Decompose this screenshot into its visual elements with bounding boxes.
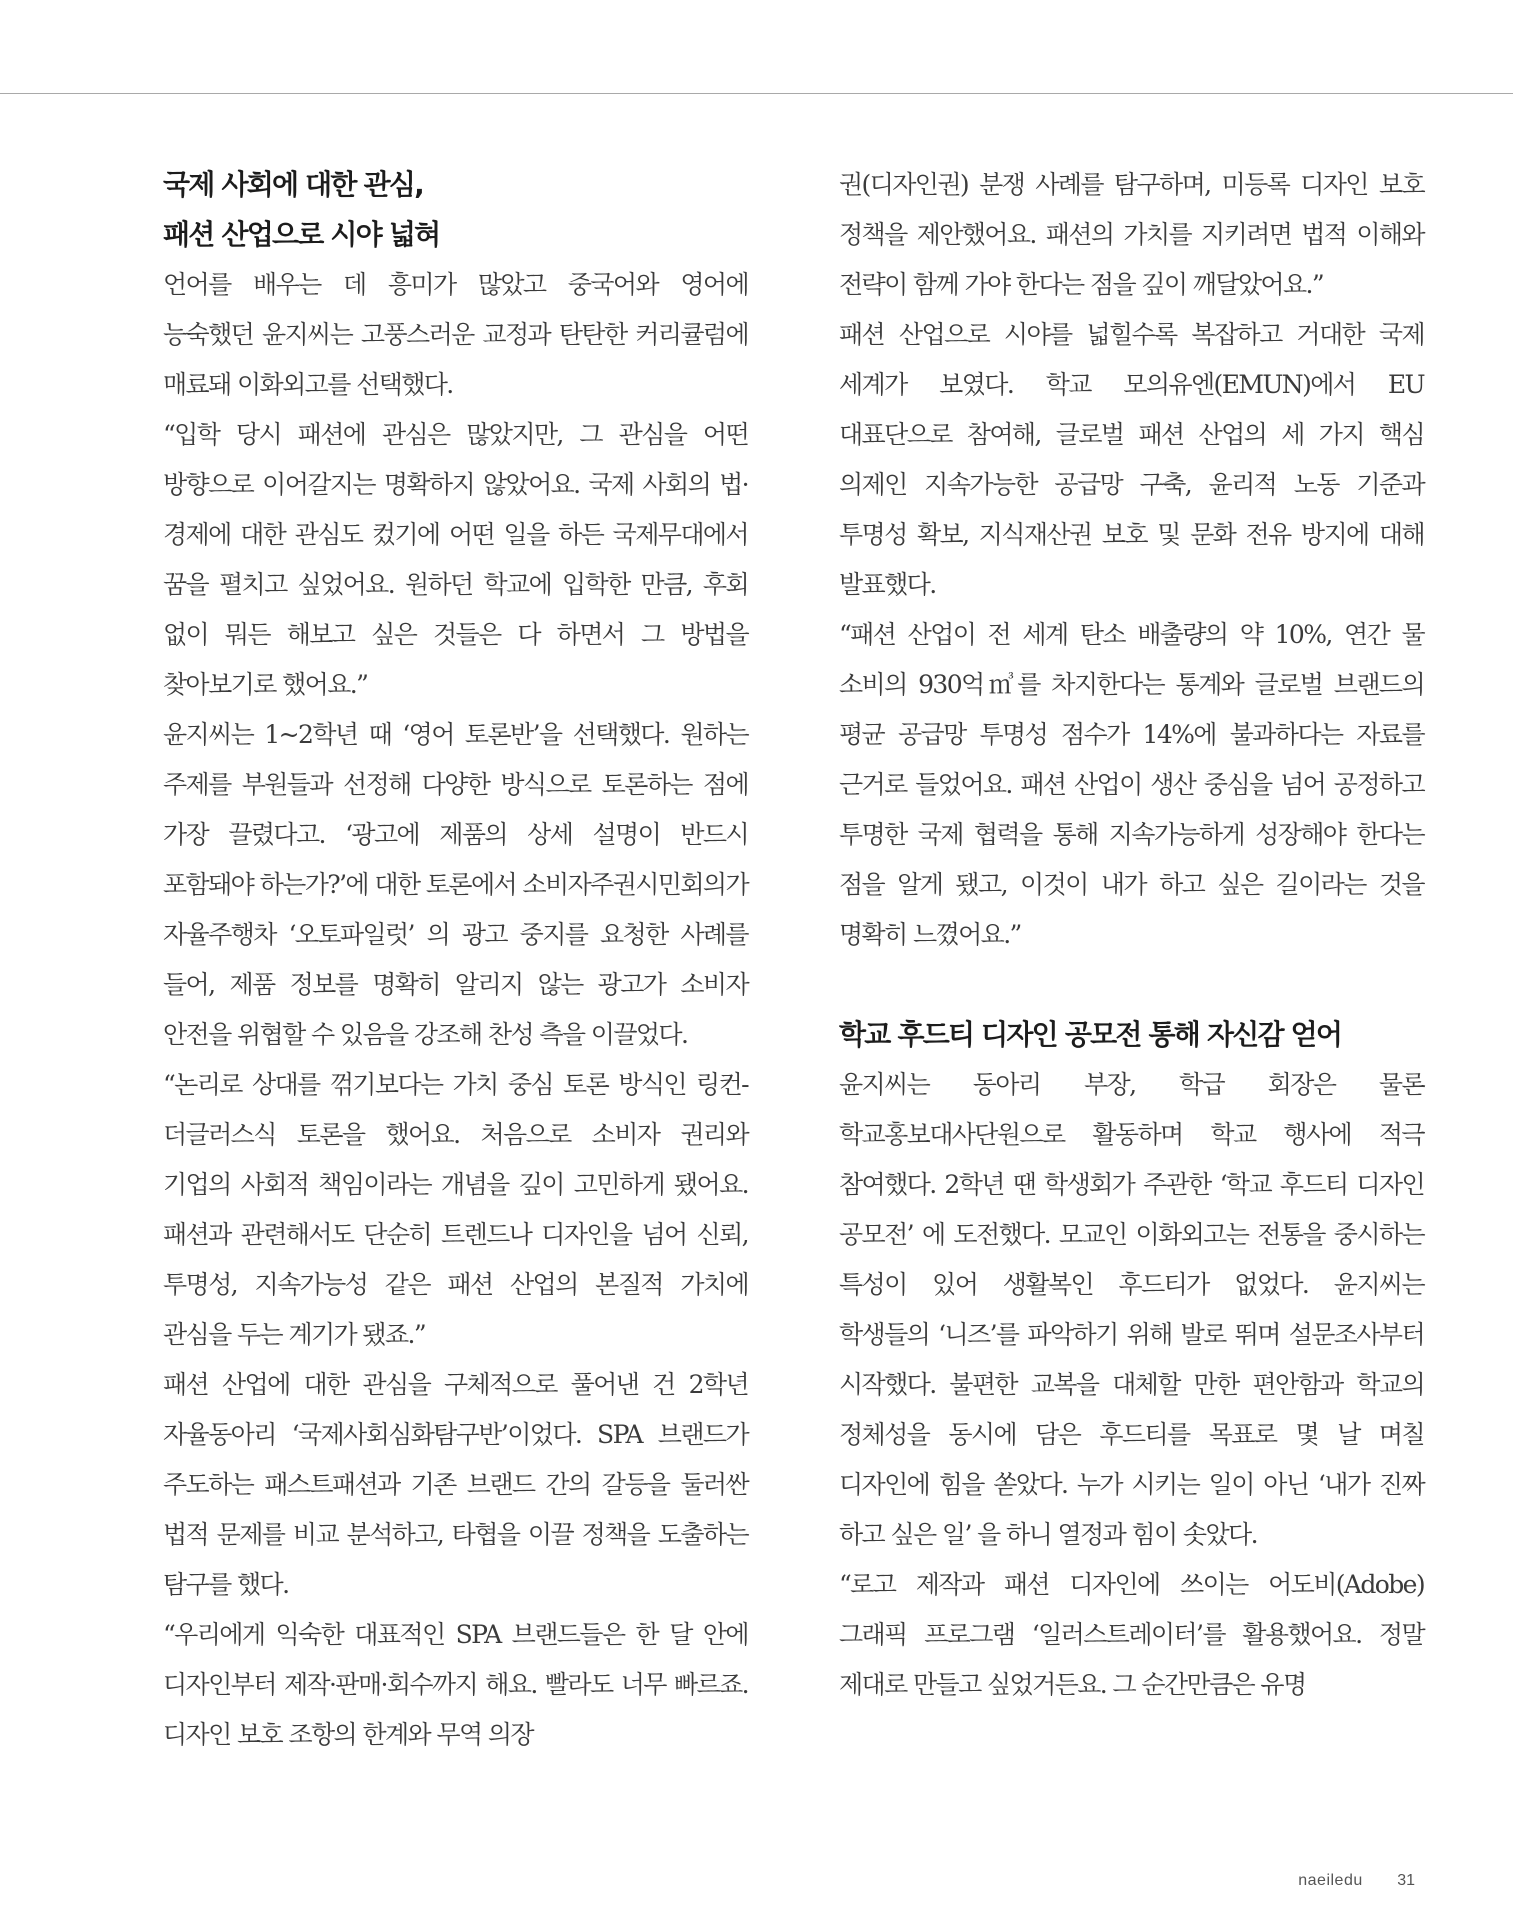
paragraph: “로고 제작과 패션 디자인에 쓰이는 어도비(Adobe) 그래픽 프로그램 ‘일러스트레이터’를 활용했어요. 정말 제대로 만들고 싶었거든요. 그 순간만큼은 유명 xyxy=(839,1570,1424,1699)
paragraph: “우리에게 익숙한 대표적인 SPA 브랜드들은 한 달 안에 디자인부터 제작·판매·회수까지 해요. 빨라도 너무 빠르죠. 디자인 보호 조항의 한계와 무역 의장 xyxy=(163,1620,748,1749)
publication-name: naeiledu xyxy=(1298,1872,1363,1889)
section-spacer xyxy=(839,960,1424,1010)
left-column xyxy=(163,160,748,1760)
paragraph: “패션 산업이 전 세계 탄소 배출량의 약 10%, 연간 물 소비의 930억㎥를 차지한다는 통계와 글로벌 브랜드의 평균 공급망 투명성 점수가 14%에 불과하다는 자료를 근거로 들었어요. 패션 산업이 생산 중심을 넘어 공정하고 투명한 국제 협력을 통해 지속가능하게 성장해야 한다는 점을 알게 됐고, 이것이 내가 하고 싶은 길이라는 것을 명확히 느꼈어요.” xyxy=(839,620,1424,949)
section-heading-2: 학교 후드티 디자인 공모전 통해 자신감 얻어 xyxy=(839,1018,1342,1051)
paragraph: 패션 산업으로 시야를 넓힐수록 복잡하고 거대한 국제 세계가 보였다. 학교 모의유엔(EMUN)에서 EU 대표단으로 참여해, 글로벌 패션 산업의 세 가지 핵심 의제인 지속가능한 공급망 구축, 윤리적 노동 기준과 투명성 확보, 지식재산권 보호 및 문화 전유 방지에 대해 발표했다. xyxy=(839,320,1424,599)
paragraph: “입학 당시 패션에 관심은 많았지만, 그 관심을 어떤 방향으로 이어갈지는 명확하지 않았어요. 국제 사회의 법·경제에 대한 관심도 컸기에 어떤 일을 하든 국제무대에서 꿈을 펼치고 싶었어요. 원하던 학교에 입학한 만큼, 후회 없이 뭐든 해보고 싶은 것들은 다 하면서 그 방법을 찾아보기로 했어요.” xyxy=(163,420,748,699)
top-divider xyxy=(0,93,1513,94)
right-column xyxy=(839,160,1424,1710)
paragraph: 윤지씨는 동아리 부장, 학급 회장은 물론 학교홍보대사단원으로 활동하며 학교 행사에 적극 참여했다. 2학년 땐 학생회가 주관한 ‘학교 후드티 디자인 공모전’ 에 도전했다. 모교인 이화외고는 전통을 중시하는 특성이 있어 생활복인 후드티가 없었다. 윤지씨는 학생들의 ‘니즈’를 파악하기 위해 발로 뛰며 설문조사부터 시작했다. 불편한 교복을 대체할 만한 편안함과 학교의 정체성을 동시에 담은 후드티를 목표로 몇 날 며칠 디자인에 힘을 쏟았다. 누가 시키는 일이 아닌 ‘내가 진짜 하고 싶은 일’ 을 하니 열정과 힘이 솟았다. xyxy=(839,1070,1424,1549)
page-number: 31 xyxy=(1397,1872,1415,1889)
section-heading-1-line2: 패션 산업으로 시야 넓혀 xyxy=(163,218,440,251)
page-footer xyxy=(1298,1872,1415,1890)
paragraph: 패션 산업에 대한 관심을 구체적으로 풀어낸 건 2학년 자율동아리 ‘국제사회심화탐구반’이었다. SPA 브랜드가 주도하는 패스트패션과 기존 브랜드 간의 갈등을 둘러싼 법적 문제를 비교 분석하고, 타협을 이끌 정책을 도출하는 탐구를 했다. xyxy=(163,1370,748,1599)
paragraph: “논리로 상대를 꺾기보다는 가치 중심 토론 방식인 링컨-더글러스식 토론을 했어요. 처음으로 소비자 권리와 기업의 사회적 책임이라는 개념을 깊이 고민하게 됐어요. 패션과 관련해서도 단순히 트렌드나 디자인을 넘어 신뢰, 투명성, 지속가능성 같은 패션 산업의 본질적 가치에 관심을 두는 계기가 됐죠.” xyxy=(163,1070,748,1349)
paragraph: 윤지씨는 1~2학년 때 ‘영어 토론반’을 선택했다. 원하는 주제를 부원들과 선정해 다양한 방식으로 토론하는 점에 가장 끌렸다고. ‘광고에 제품의 상세 설명이 반드시 포함돼야 하는가?’에 대한 토론에서 소비자주권시민회의가 자율주행차 ‘오토파일럿’ 의 광고 중지를 요청한 사례를 들어, 제품 정보를 명확히 알리지 않는 광고가 소비자 안전을 위협할 수 있음을 강조해 찬성 측을 이끌었다. xyxy=(163,720,748,1049)
section-heading-1: 국제 사회에 대한 관심, xyxy=(163,168,423,201)
paragraph: 언어를 배우는 데 흥미가 많았고 중국어와 영어에 능숙했던 윤지씨는 고풍스러운 교정과 탄탄한 커리큘럼에 매료돼 이화외고를 선택했다. xyxy=(163,270,748,399)
paragraph: 권(디자인권) 분쟁 사례를 탐구하며, 미등록 디자인 보호 정책을 제안했어요. 패션의 가치를 지키려면 법적 이해와 전략이 함께 가야 한다는 점을 깊이 깨달았어요.” xyxy=(839,170,1424,299)
